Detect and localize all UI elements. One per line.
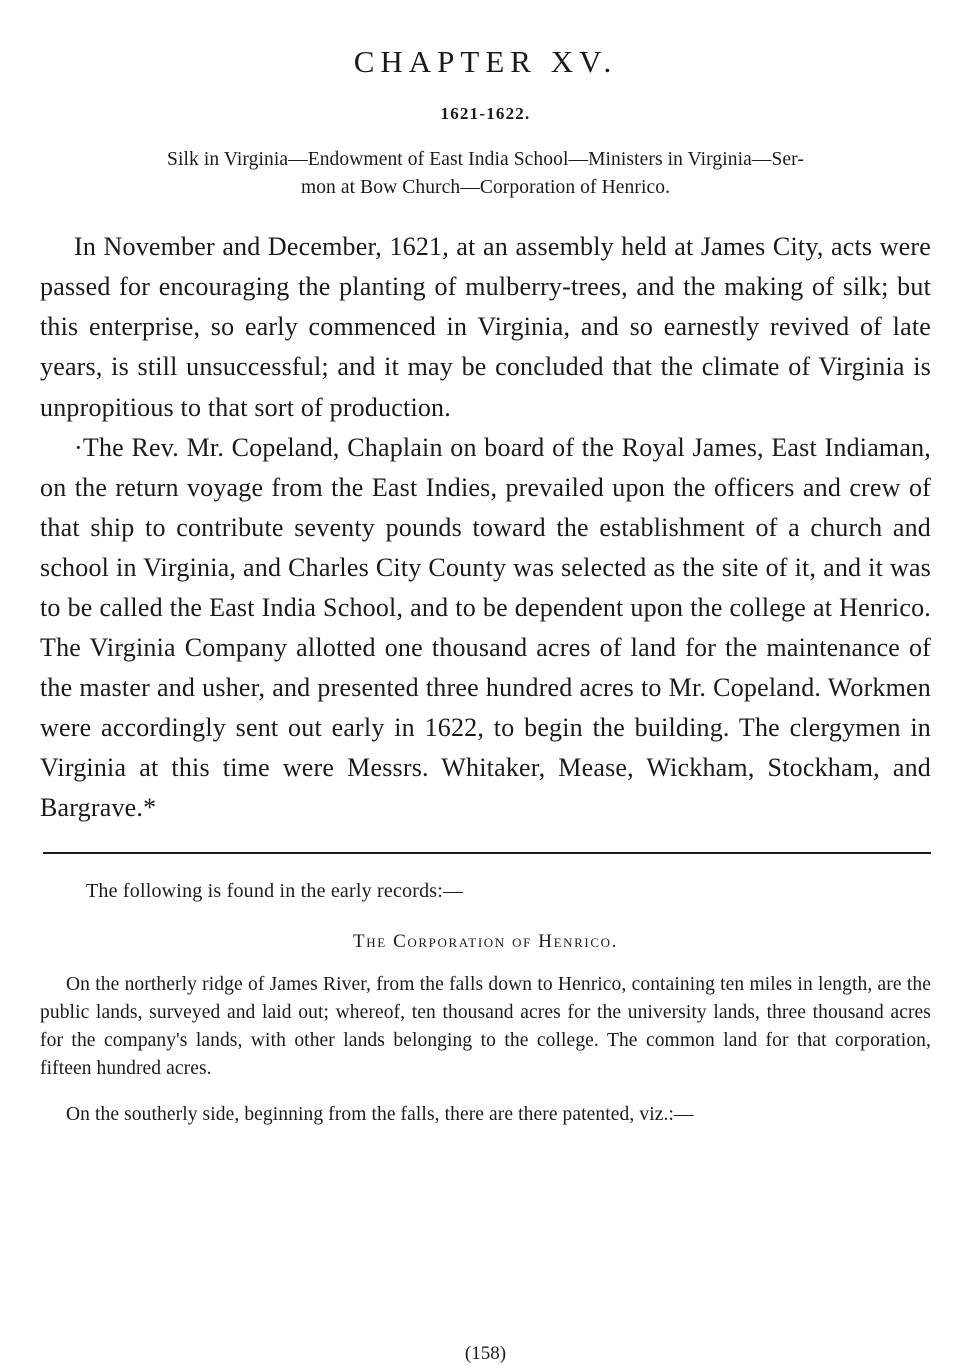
page-number: (158) [464,1343,507,1364]
footnote-heading: The Corporation of Henrico. [353,930,618,952]
chapter-date-range: 1621-1622. [440,104,531,123]
chapter-summary-line-2: mon at Bow Church—Corporation of Henrico. [300,176,671,198]
page-title: CHAPTER XV. [353,44,618,79]
footnote-paragraph-1 [40,971,931,1083]
footnote-paragraph-1-text: On the northerly ridge of James River, from the falls down to Henrico, containing ten miles in length, are the public lands, surveyed and laid out; whereof, ten thousand acres for the university lands, three thousand acres for the company's lands, with other lands belonging to the college. The common land for that corporation, fifteen hundred acres. [40,973,931,1080]
footnote-paragraph-2 [40,1101,931,1129]
chapter-summary [62,146,909,201]
paragraph-2-text: ·The Rev. Mr. Copeland, Chaplain on board of the Royal James, East Indiaman, on the return voyage from the East Indies, prevailed upon the officers and crew of that ship to contribute seventy pounds toward the establishment of a church and school in Virginia, and Charles City County was selected as the site of it, and it was to be called the East India School, and to be dependent upon the college at Henrico. The Virginia Company allotted one thousand acres of land for the maintenance of the master and usher, and presented three hundred acres to Mr. Copeland. Workmen were accordingly sent out early in 1622, to begin the building. The clergymen in Virginia at this time were Messrs. Whitaker, Mease, Wickham, Stockham, and Bargrave.* [40,432,931,822]
paragraph-1 [40,227,931,427]
paragraph-2 [40,428,931,828]
footnote-paragraph-2-text: On the southerly side, beginning from the falls, there are there patented, viz.:— [66,1104,694,1126]
body-text [40,227,931,827]
footnote-intro: The following is found in the early records:— [86,879,464,902]
chapter-summary-line-1: Silk in Virginia—Endowment of East India School—Ministers in Virginia—Ser- [167,149,804,170]
footnote-divider [43,852,931,854]
paragraph-1-text: In November and December, 1621, at an assembly held at James City, acts were passed for encouraging the planting of mulberry-trees, and the making of silk; but this enterprise, so early commenced in Virginia, and so earnestly revived of late years, is still unsuccessful; and it may be concluded that the climate of Virginia is unpropitious to that sort of production. [40,232,931,422]
